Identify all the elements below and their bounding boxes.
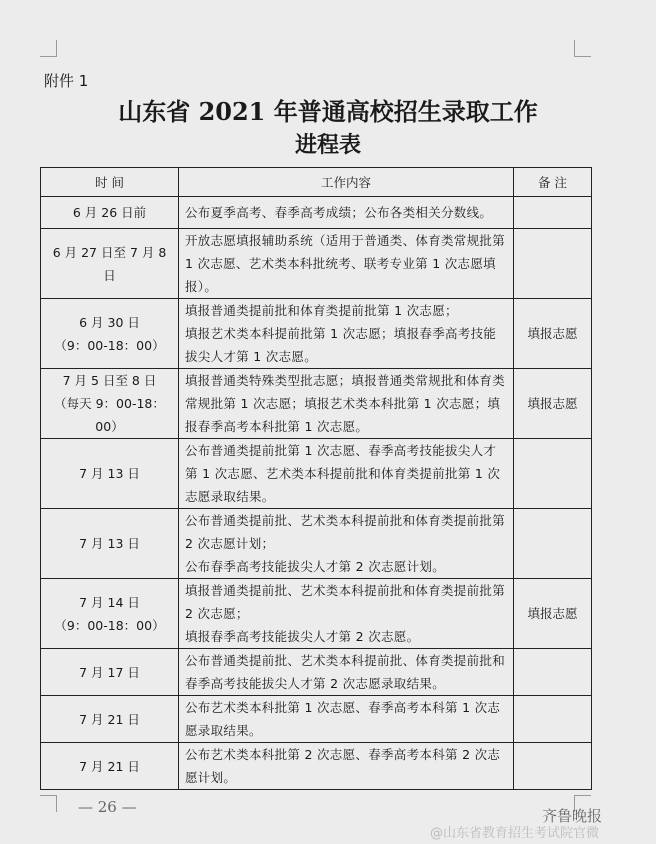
note-cell <box>514 509 592 579</box>
content-cell: 开放志愿填报辅助系统（适用于普通类、体育类常规批第 1 次志愿、艺术类本科批统考、联考专业第 1 次志愿填报）。 <box>179 229 514 299</box>
table-row <box>41 197 592 229</box>
content-cell: 填报普通类特殊类型批志愿；填报普通类常规批和体育类常规批第 1 次志愿；填报艺术类本科批第 1 次志愿；填报春季高考本科批第 1 次志愿。 <box>179 369 514 439</box>
content-cell: 公布夏季高考、春季高考成绩；公布各类相关分数线。 <box>179 197 514 229</box>
content-cell: 公布艺术类本科批第 1 次志愿、春季高考本科第 1 次志愿录取结果。 <box>179 696 514 743</box>
content-cell: 公布普通类提前批第 1 次志愿、春季高考技能拔尖人才第 1 次志愿、艺术类本科提前批和体育类提前批第 1 次志愿录取结果。 <box>179 439 514 509</box>
header-content: 工作内容 <box>179 168 514 197</box>
note-cell <box>514 439 592 509</box>
content-cell: 填报普通类提前批和体育类提前批第 1 次志愿； 填报艺术类本科提前批第 1 次志愿；填报春季高考技能拔尖人才第 1 次志愿。 <box>179 299 514 369</box>
time-cell: 7 月 13 日 <box>41 509 179 579</box>
note-cell <box>514 743 592 790</box>
content-cell: 填报普通类提前批、艺术类本科提前批和体育类提前批第 2 次志愿； 填报春季高考技能拔尖人才第 2 次志愿。 <box>179 579 514 649</box>
time-cell: 7 月 5 日至 8 日 （每天 9：00-18：00） <box>41 369 179 439</box>
attachment-label: 附件 1 <box>44 72 89 90</box>
table-row <box>41 229 592 299</box>
time-cell: 6 月 26 日前 <box>41 197 179 229</box>
crop-mark <box>40 795 57 812</box>
table-row <box>41 439 592 509</box>
header-time: 时 间 <box>41 168 179 197</box>
note-cell <box>514 197 592 229</box>
time-cell: 7 月 14 日 （9：00-18：00） <box>41 579 179 649</box>
time-cell: 7 月 13 日 <box>41 439 179 509</box>
table-header-row <box>41 168 592 197</box>
crop-mark <box>574 40 591 57</box>
watermark-weibo: @山东省教育招生考试院官微 <box>430 826 600 841</box>
table-row <box>41 579 592 649</box>
note-cell: 填报志愿 <box>514 369 592 439</box>
header-note: 备 注 <box>514 168 592 197</box>
table-row <box>41 509 592 579</box>
watermark-brand: 齐鲁晚报 <box>542 807 603 825</box>
table-row <box>41 649 592 696</box>
note-cell: 填报志愿 <box>514 299 592 369</box>
table-row <box>41 696 592 743</box>
page-number: — 26 — <box>78 798 137 816</box>
time-cell: 7 月 17 日 <box>41 649 179 696</box>
note-cell <box>514 696 592 743</box>
content-cell: 公布艺术类本科批第 2 次志愿、春季高考本科第 2 次志愿计划。 <box>179 743 514 790</box>
time-cell: 6 月 30 日 （9：00-18：00） <box>41 299 179 369</box>
document-subtitle: 进程表 <box>294 132 361 158</box>
table-row <box>41 743 592 790</box>
content-cell: 公布普通类提前批、艺术类本科提前批、体育类提前批和春季高考技能拔尖人才第 2 次志愿录取结果。 <box>179 649 514 696</box>
document-title: 山东省 2021 年普通高校招生录取工作 <box>118 97 538 126</box>
table-row <box>41 299 592 369</box>
note-cell <box>514 229 592 299</box>
time-cell: 6 月 27 日至 7 月 8 日 <box>41 229 179 299</box>
note-cell: 填报志愿 <box>514 579 592 649</box>
content-cell: 公布普通类提前批、艺术类本科提前批和体育类提前批第 2 次志愿计划； 公布春季高考技能拔尖人才第 2 次志愿计划。 <box>179 509 514 579</box>
note-cell <box>514 649 592 696</box>
time-cell: 7 月 21 日 <box>41 696 179 743</box>
table-row <box>41 369 592 439</box>
schedule-table <box>40 167 592 790</box>
time-cell: 7 月 21 日 <box>41 743 179 790</box>
crop-mark <box>40 40 57 57</box>
